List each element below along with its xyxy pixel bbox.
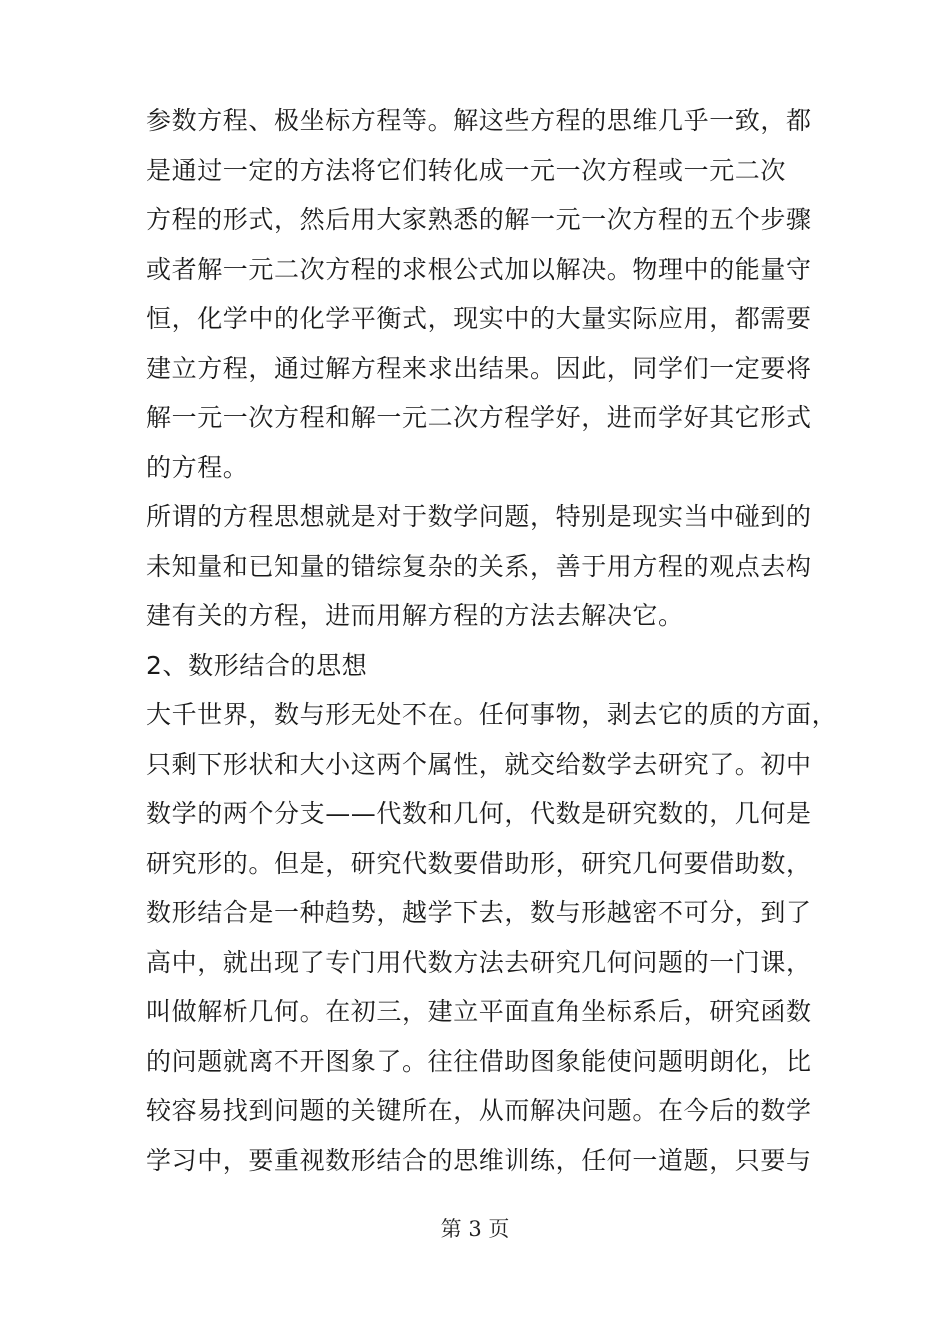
text-line: 叫做解析几何。在初三，建立平面直角坐标系后，研究函数 bbox=[146, 997, 812, 1026]
text-line: 是通过一定的方法将它们转化成一元一次方程或一元二次 bbox=[146, 155, 787, 185]
text-line: 参数方程、极坐标方程等。解这些方程的思维几乎一致，都 bbox=[146, 106, 812, 135]
text-line: 只剩下形状和大小这两个属性，就交给数学去研究了。初中 bbox=[146, 749, 812, 779]
text-line: 高中，就出现了专门用代数方法去研究几何问题的一门课， bbox=[146, 947, 812, 977]
text-line: 大千世界，数与形无处不在。任何事物，剥去它的质的方面， bbox=[146, 700, 838, 729]
text-line: 恒，化学中的化学平衡式，现实中的大量实际应用，都需要 bbox=[146, 304, 812, 333]
text-line: 所谓的方程思想就是对于数学问题，特别是现实当中碰到的 bbox=[146, 502, 812, 531]
text-line: 较容易找到问题的关键所在，从而解决问题。在今后的数学 bbox=[146, 1096, 812, 1125]
text-line: 数学的两个分支——代数和几何，代数是研究数的，几何是 bbox=[146, 799, 812, 828]
page-number: 第 3 页 bbox=[440, 1217, 510, 1241]
text-line: 方程的形式，然后用大家熟悉的解一元一次方程的五个步骤 bbox=[146, 205, 812, 234]
text-line: 数形结合是一种趋势，越学下去，数与形越密不可分，到了 bbox=[146, 898, 812, 927]
text-line: 未知量和已知量的错综复杂的关系，善于用方程的观点去构 bbox=[146, 551, 812, 581]
section-heading: 2、数形结合的思想 bbox=[146, 650, 368, 680]
text-line: 的方程。 bbox=[146, 452, 249, 482]
text-line: 建立方程，通过解方程来求出结果。因此，同学们一定要将 bbox=[146, 353, 812, 383]
text-line: 的问题就离不开图象了。往往借助图象能使问题明朗化，比 bbox=[146, 1046, 812, 1076]
text-line: 学习中，要重视数形结合的思维训练，任何一道题，只要与 bbox=[146, 1145, 812, 1175]
text-line: 解一元一次方程和解一元二次方程学好，进而学好其它形式 bbox=[146, 403, 812, 432]
text-line: 研究形的。但是，研究代数要借助形，研究几何要借助数， bbox=[146, 848, 812, 878]
body-text bbox=[146, 96, 838, 1185]
text-line: 或者解一元二次方程的求根公式加以解决。物理中的能量守 bbox=[146, 254, 812, 284]
text-line: 建有关的方程，进而用解方程的方法去解决它。 bbox=[146, 601, 684, 630]
